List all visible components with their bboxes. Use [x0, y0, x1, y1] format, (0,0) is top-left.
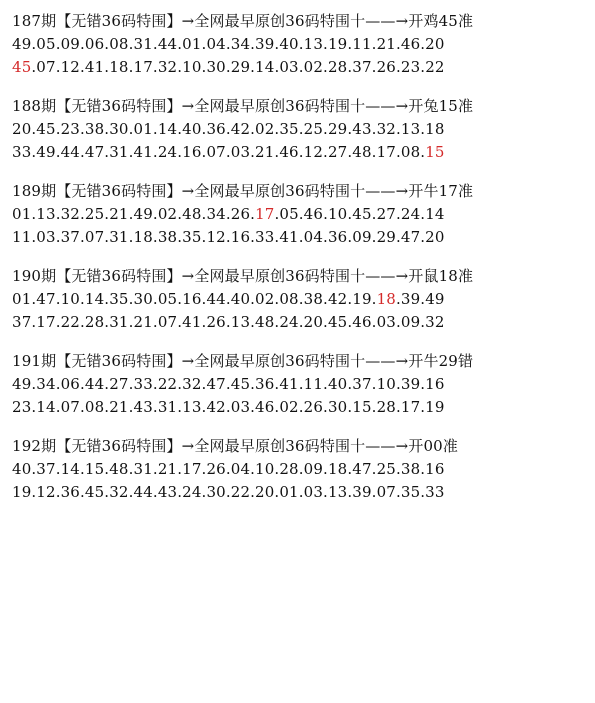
- numbers-text: .39.49: [395, 290, 445, 308]
- period-block-190: [12, 265, 595, 334]
- numbers-text: 01.47.10.14.35.30.05.16.44.40.02.08.38.42.19.: [12, 290, 377, 308]
- period-header: 190期【无错36码特围】→全网最早原创36码特围十——→开鼠18准: [12, 267, 474, 285]
- period-block-191: [12, 350, 595, 419]
- period-block-188: [12, 95, 595, 164]
- numbers-text: 23.14.07.08.21.43.31.13.42.03.46.02.26.30.15.28.17.19: [12, 398, 445, 416]
- period-header: 191期【无错36码特围】→全网最早原创36码特围十——→开牛29错: [12, 352, 474, 370]
- period-header: 189期【无错36码特围】→全网最早原创36码特围十——→开牛17准: [12, 182, 474, 200]
- number-line: [12, 118, 595, 141]
- number-line: [12, 311, 595, 334]
- numbers-text: 19.12.36.45.32.44.43.24.30.22.20.01.03.13.39.07.35.33: [12, 483, 445, 501]
- number-line: [12, 226, 595, 249]
- number-line: [12, 33, 595, 56]
- number-line: [12, 373, 595, 396]
- period-block-189: [12, 180, 595, 249]
- number-line: [12, 288, 595, 311]
- numbers-text: 40.37.14.15.48.31.21.17.26.04.10.28.09.18.47.25.38.16: [12, 460, 445, 478]
- numbers-text: 20.45.23.38.30.01.14.40.36.42.02.35.25.29.43.32.13.18: [12, 120, 445, 138]
- numbers-text: 01.13.32.25.21.49.02.48.34.26.: [12, 205, 256, 223]
- numbers-text: 49.34.06.44.27.33.22.32.47.45.36.41.11.40.37.10.39.16: [12, 375, 445, 393]
- winning-number: 17: [255, 205, 275, 223]
- number-line: [12, 458, 595, 481]
- numbers-text: .07.12.41.18.17.32.10.30.29.14.03.02.28.37.26.23.22: [31, 58, 445, 76]
- period-block-187: [12, 10, 595, 79]
- period-header: 187期【无错36码特围】→全网最早原创36码特围十——→开鸡45准: [12, 12, 474, 30]
- number-line: [12, 56, 595, 79]
- numbers-text: 49.05.09.06.08.31.44.01.04.34.39.40.13.19.11.21.46.20: [12, 35, 445, 53]
- period-header: 192期【无错36码特围】→全网最早原创36码特围十——→开00准: [12, 437, 458, 455]
- period-header: 188期【无错36码特围】→全网最早原创36码特围十——→开兔15准: [12, 97, 474, 115]
- numbers-text: 37.17.22.28.31.21.07.41.26.13.48.24.20.45.46.03.09.32: [12, 313, 445, 331]
- winning-number: 18: [376, 290, 396, 308]
- number-line: [12, 203, 595, 226]
- winning-number: 45: [12, 58, 32, 76]
- numbers-text: 11.03.37.07.31.18.38.35.12.16.33.41.04.36.09.29.47.20: [12, 228, 445, 246]
- number-line: [12, 141, 595, 164]
- winning-number: 15: [425, 143, 445, 161]
- number-line: [12, 396, 595, 419]
- numbers-text: 33.49.44.47.31.41.24.16.07.03.21.46.12.27.48.17.08.: [12, 143, 426, 161]
- period-block-192: [12, 435, 595, 504]
- numbers-text: .05.46.10.45.27.24.14: [274, 205, 445, 223]
- number-line: [12, 481, 595, 504]
